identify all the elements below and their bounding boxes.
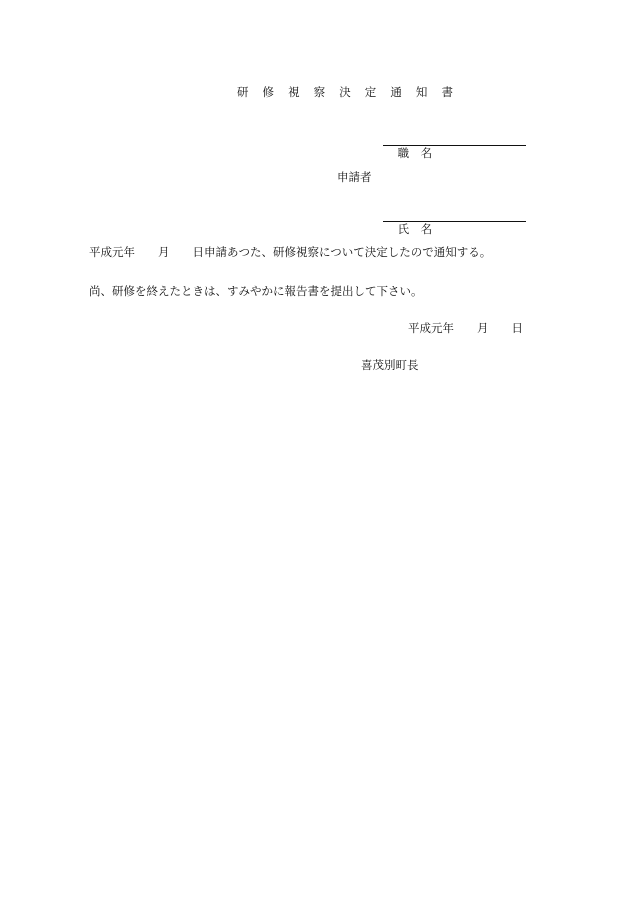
- job-title-field: [383, 132, 526, 160]
- request-line: 尚、研修を終えたときは、すみやかに報告書を提出して下さい。: [89, 284, 423, 298]
- name-field: [383, 208, 526, 236]
- job-title-underline: [383, 145, 526, 146]
- applicant-label: 申請者: [337, 170, 372, 184]
- document-title: 研 修 視 察 決 定 通 知 書: [237, 85, 459, 99]
- job-title-label: 職 名: [397, 146, 433, 160]
- issuer: 喜茂別町長: [361, 358, 419, 372]
- issue-date: 平成元年 月 日: [408, 321, 523, 335]
- notice-line: 平成元年 月 日申請あつた、研修視察について決定したので通知する。: [89, 245, 492, 259]
- name-label: 氏 名: [397, 222, 433, 236]
- name-underline: [383, 221, 526, 222]
